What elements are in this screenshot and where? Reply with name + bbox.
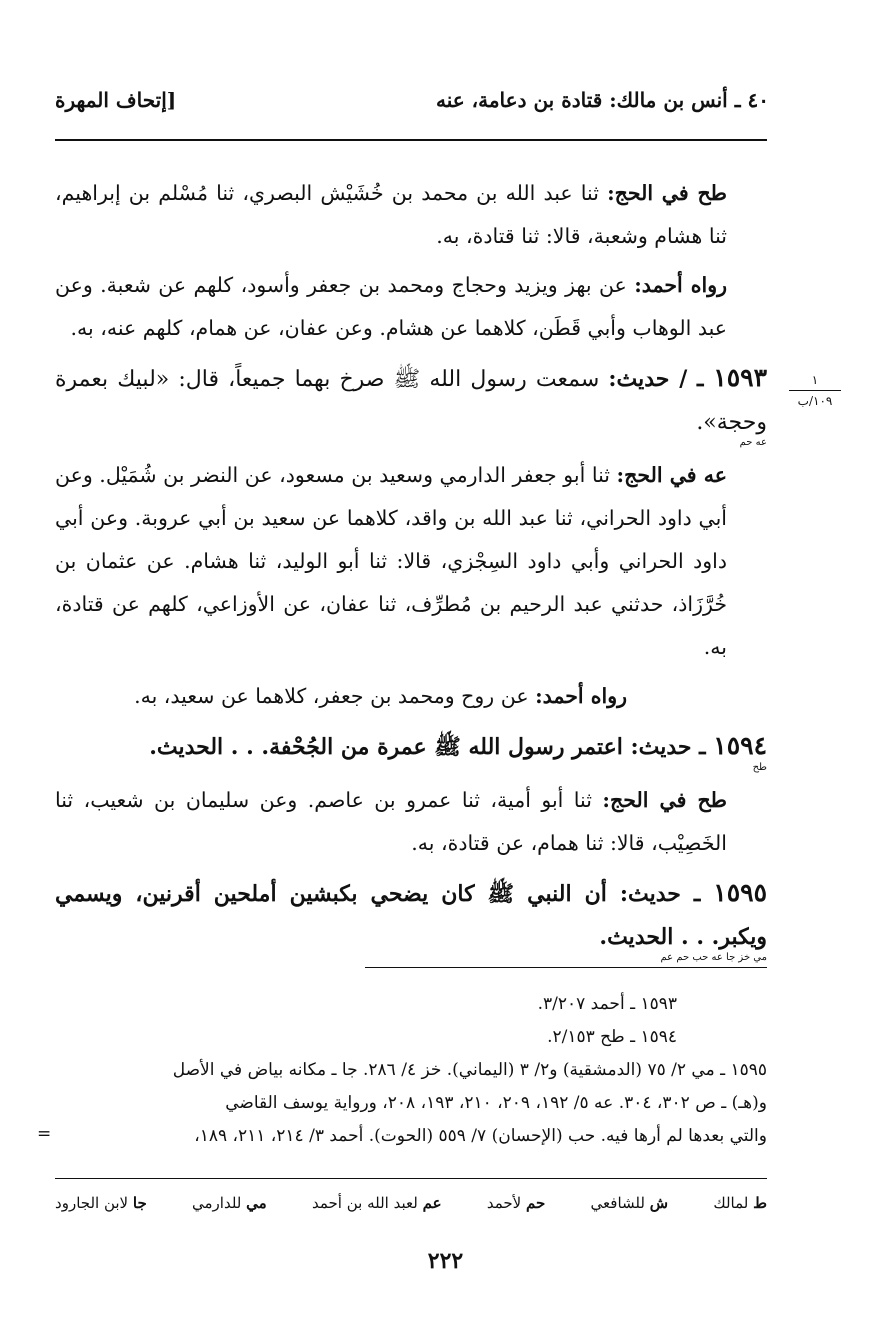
source-lead: رواه أحمد: — [634, 273, 727, 297]
margin-note-bottom: ١٠٩/ب — [797, 394, 833, 408]
footnote-rule — [365, 967, 767, 968]
hadith-1595 — [55, 871, 767, 963]
abbreviation-item: ش للشافعي — [590, 1194, 669, 1212]
margin-note — [789, 372, 841, 409]
source-lead: عه في الحج: — [616, 463, 727, 487]
footnotes — [37, 988, 767, 1153]
hadith-sigla: طح — [752, 762, 767, 773]
hadith-sigla: عه حم — [739, 437, 767, 448]
continuation-mark: = — [37, 1124, 52, 1144]
hadith-text: اعتمر رسول الله ﷺ عمرة من الجُحْفة. . . الحديث. — [149, 734, 631, 760]
paragraph-ahmad-2 — [55, 675, 767, 718]
footnote-1595-line2: و(هـ) ـ ص ٣٠٢، ٣٠٤. عه ٥/ ١٩٢، ٢٠٩، ٢١٠، ١٩٣، ٢٠٨، ورواية يوسف القاضي — [225, 1093, 767, 1113]
paragraph-text: عن روح ومحمد بن جعفر، كلاهما عن سعيد، به. — [134, 684, 536, 708]
page-number: ٢٢٢ — [427, 1248, 464, 1274]
margin-note-bar — [789, 390, 841, 391]
header-book-title: [إتحاف المهرة — [55, 88, 177, 112]
footnote-1594: ١٥٩٤ ـ طح ٢/١٥٣. — [547, 1027, 677, 1047]
header-rule — [55, 139, 767, 141]
hadith-number: ١٥٩٣ — [713, 363, 768, 392]
running-header — [55, 88, 769, 122]
paragraph-text: ثنا عبد الله بن محمد بن خُشَيْش البصري، ثنا مُسْلم بن إبراهيم، ثنا هشام وشعبة، قالا: ثنا قتادة، به. — [55, 181, 727, 248]
paragraph-text: ثنا أبو جعفر الدارمي وسعيد بن مسعود، عن النضر بن شُمَيْل. وعن أبي داود الحراني، ثنا عبد الله بن واقد، كلاهما عن سعيد بن أبي عروبة. وعن أبي داود الحراني وأبي داود السِجْزي، قالا: ثنا أبو الوليد، ثنا هشام. عن عثمان بن خُرَّزَاذ، حدثني عبد الرحيم بن مُطرِّف، ثنا عفان، عن الأوزاعي، كلهم عن قتادة، به. — [55, 463, 727, 659]
abbreviations-rule — [55, 1178, 767, 1179]
hadith-sigla: مي خز جا عه حب حم عم — [660, 952, 767, 963]
margin-note-top: ١ — [811, 373, 819, 387]
header-chapter-title: ٤٠ ـ أنس بن مالك: قتادة بن دعامة، عنه — [436, 88, 769, 112]
abbreviation-item: عم لعبد الله بن أحمد — [311, 1194, 442, 1212]
hadith-lead: ـ حديث: — [630, 734, 714, 760]
main-text — [55, 172, 767, 969]
paragraph-tahawi-2 — [55, 779, 767, 865]
hadith-number: ١٥٩٥ — [713, 878, 767, 907]
hadith-text: أن النبي ﷺ كان يضحي بكبشين أملحين أقرنين، ويسمي ويكبر. . . الحديث. — [55, 881, 767, 950]
hadith-number: ١٥٩٤ — [713, 731, 767, 760]
paragraph-tahawi-1 — [55, 172, 767, 258]
abbreviation-item: ط لمالك — [713, 1194, 767, 1212]
source-lead: طح في الحج: — [602, 788, 727, 812]
abbreviations-legend — [55, 1194, 767, 1212]
abbreviation-item: حم لأحمد — [486, 1194, 546, 1212]
footnote-1595-line1: ١٥٩٥ ـ مي ٢/ ٧٥ (الدمشقية) و٢/ ٣ (اليماني). خز ٤/ ٢٨٦. جا ـ مكانه بياض في الأصل — [172, 1060, 767, 1080]
paragraph-abu-awana — [55, 454, 767, 669]
footnote-1595-line3: والتي بعدها لم أرها فيه. حب (الإحسان) ٧/ ٥٥٩ (الحوت). أحمد ٣/ ٢١٤، ٢١١، ١٨٩، — [194, 1126, 767, 1146]
paragraph-ahmad-1 — [55, 264, 767, 350]
hadith-lead: ـ / حديث: — [608, 366, 714, 392]
hadith-1593 — [55, 356, 767, 448]
hadith-lead: ـ حديث: — [619, 881, 714, 907]
abbreviation-item: جا لابن الجارود — [55, 1194, 147, 1212]
hadith-text: سمعت رسول الله ﷺ صرخ بهما جميعاً، قال: «لبيك بعمرة وحجة». — [55, 367, 767, 435]
footnote-1593: ١٥٩٣ ـ أحمد ٣/٢٠٧. — [537, 994, 677, 1014]
hadith-1594 — [55, 724, 767, 773]
paragraph-text: عن بهز ويزيد وحجاج ومحمد بن جعفر وأسود، كلهم عن شعبة. وعن عبد الوهاب وأبي قَطَن، كلاهما عن هشام. وعن عفان، عن همام، كلهم عنه، به. — [55, 273, 727, 340]
paragraph-text: ثنا أبو أمية، ثنا عمرو بن عاصم. وعن سليمان بن شعيب، ثنا الخَصِيْب، قالا: ثنا همام، عن قتادة، به. — [55, 788, 727, 855]
abbreviation-item: مي للدارمي — [192, 1194, 267, 1212]
source-lead: رواه أحمد: — [535, 684, 627, 708]
source-lead: طح في الحج: — [607, 181, 727, 205]
